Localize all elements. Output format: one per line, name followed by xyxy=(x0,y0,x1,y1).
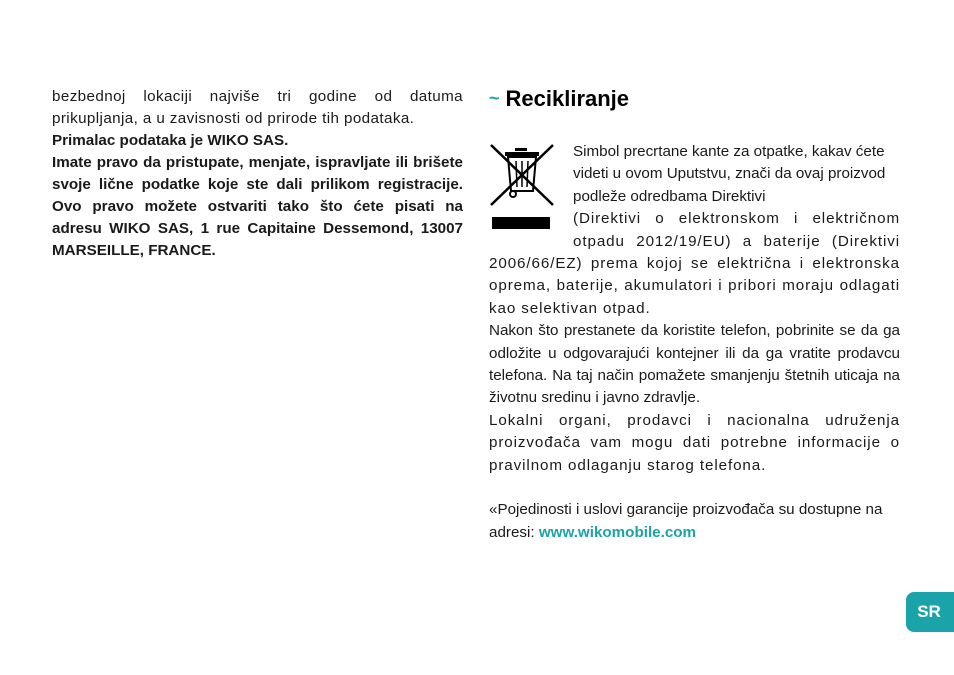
data-recipient-paragraph: Primalac podataka je WIKO SAS. xyxy=(52,132,289,149)
warranty-text: «Pojedinosti i uslovi garancije proizvođača su dostupne na adresi: xyxy=(489,501,883,541)
rights-paragraph: Imate pravo da pristupate, menjate, ispravljate ili brišete svoje lične podatke koje ste dali prilikom registracije. Ovo pravo možete ostvariti tako što ćete pisati na adresu WIKO SAS, 1 rue Capitaine Dessemond, 13007 MARSEILLE, FRANCE. xyxy=(52,154,463,259)
language-tab: SR xyxy=(906,592,954,632)
spacer xyxy=(489,477,900,499)
left-column xyxy=(52,86,463,262)
symbol-paragraph-2: (Direktivi o elektronskom i električnom otpadu 2012/19/EU) a baterije (Direktivi 2006/66/EZ) prema kojoj se električna i elektronska oprema, baterije, akumulatori i pribori moraju odlagati kao selektivan otpad. xyxy=(489,210,900,317)
heading-title: Recikliranje xyxy=(505,86,630,111)
website-link[interactable]: www.wikomobile.com xyxy=(538,523,697,541)
symbol-paragraph-1: Simbol precrtane kante za otpatke, kakav ćete videti u ovom Uputstvu, znači da ovaj proizvod podleže odredbama Direktivi xyxy=(573,143,886,205)
right-column xyxy=(489,85,900,544)
return-paragraph: Nakon što prestanete da koristite telefon, pobrinite se da ga odložite u odgovarajući kontejner ili da ga vratite prodavcu telefona. Na taj način pomažete smanjenju štetnih uticaja na životnu sredinu i javno zdravlje. xyxy=(489,322,900,407)
heading-tilde-mark: ~ xyxy=(489,88,500,108)
warranty-paragraph xyxy=(489,499,900,544)
crossed-out-wheelie-bin-icon xyxy=(489,141,573,241)
local-authorities-paragraph: Lokalni organi, prodavci i nacionalna udruženja proizvođača vam mogu dati potrebne informacije o pravilnom odlaganju starog telefona. xyxy=(489,411,900,474)
section-heading xyxy=(489,85,900,114)
storage-paragraph: bezbednoj lokaciji najviše tri godine od datuma prikupljanja, a u zavisnosti od prirode tih podataka. xyxy=(52,88,463,127)
